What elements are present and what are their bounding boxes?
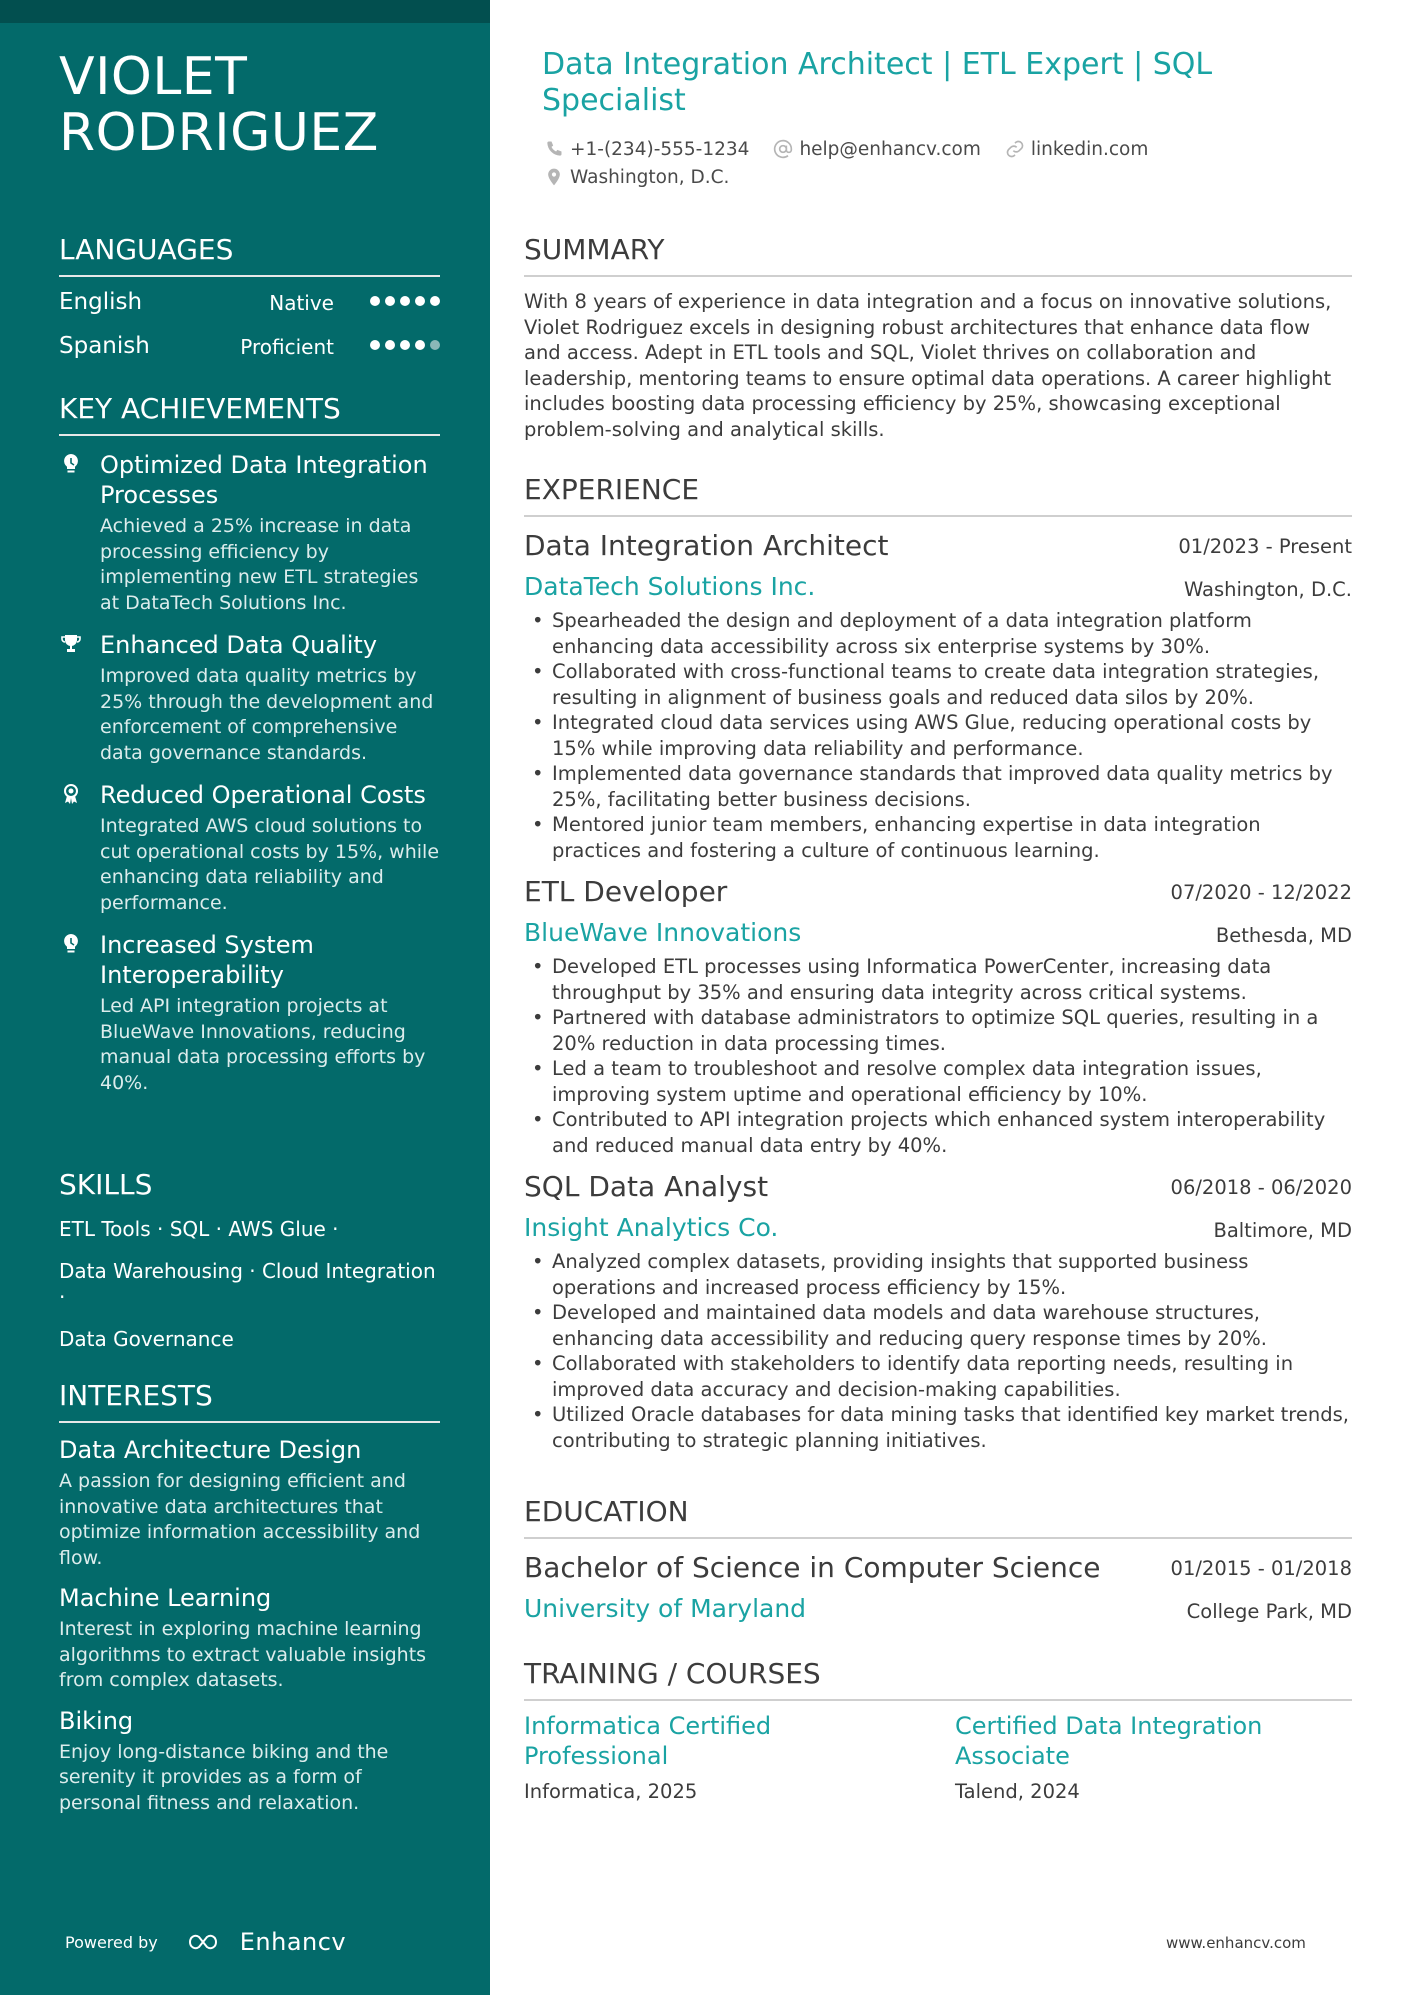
website-link[interactable]: www.enhancv.com xyxy=(1166,1934,1306,1952)
email-text: help@enhancv.com xyxy=(799,138,981,160)
phone-text: +1-(234)-555-1234 xyxy=(570,138,750,160)
achievements-section xyxy=(59,392,440,1096)
language-level: Proficient xyxy=(240,335,334,359)
achievement-title: Reduced Operational Costs xyxy=(100,781,426,809)
interest-description: Interest in exploring machine learning algorithms to extract valuable insights from complex datasets. xyxy=(59,1618,427,1691)
job-title: Data Integration Architect xyxy=(524,529,889,562)
skills-section xyxy=(59,1168,440,1352)
education-dates: 01/2015 - 01/2018 xyxy=(1170,1557,1352,1580)
rating-dot-filled xyxy=(430,296,440,306)
linkedin-contact[interactable] xyxy=(1005,139,1148,160)
language-level: Native xyxy=(269,291,334,315)
interest-description: A passion for designing efficient and innovative data architectures that optimize information accessibility and flow. xyxy=(59,1470,421,1569)
summary-heading: SUMMARY xyxy=(524,233,1352,277)
award-icon xyxy=(59,782,83,806)
job-dates: 07/2020 - 12/2022 xyxy=(1170,881,1352,904)
location-contact xyxy=(544,167,729,188)
course-item xyxy=(955,1711,1352,1805)
job-bullet: • Partnered with database administrators to optimize SQL queries, resulting in a 20% reduction in data processing times. xyxy=(524,1005,1352,1056)
job-bullet: • Collaborated with cross-functional teams to create data integration strategies, resulting in alignment of business goals and reduced data silos by 20%. xyxy=(524,659,1352,710)
school-name: University of Maryland xyxy=(524,1594,807,1623)
job-bullet: • Utilized Oracle databases for data mining tasks that identified key market trends, contributing to strategic planning initiatives. xyxy=(524,1402,1352,1453)
course-provider: Talend, 2024 xyxy=(955,1780,1080,1803)
language-name: English xyxy=(59,289,143,315)
summary-text: With 8 years of experience in data integration and a focus on innovative solutions, Violet Rodriguez excels in designing robust architectures that enhance data flow and access. Adept in ETL tools and SQL, Violet thrives on collaboration and leadership, mentoring teams to ensure optimal data operations. A career highlight includes boosting data processing efficiency by 25%, showcasing exceptional problem-solving and analytical skills. xyxy=(524,290,1332,441)
job-bullets xyxy=(524,954,1352,1158)
language-row xyxy=(59,321,440,365)
course-name: Certified Data Integration Associate xyxy=(955,1712,1263,1770)
job-dates: 01/2023 - Present xyxy=(1178,535,1352,558)
trophy-icon xyxy=(59,632,83,656)
degree-title: Bachelor of Science in Computer Science xyxy=(524,1551,1101,1584)
education-entry xyxy=(524,1551,1352,1624)
location-pin-icon xyxy=(544,167,564,187)
education-section xyxy=(524,1495,1352,1624)
experience-heading: EXPERIENCE xyxy=(524,473,1352,517)
at-sign-icon xyxy=(773,139,793,159)
languages-section xyxy=(59,233,440,365)
phone-icon xyxy=(544,139,564,159)
rating-dot-filled xyxy=(385,340,395,350)
job-title: SQL Data Analyst xyxy=(524,1170,769,1203)
powered-by-label: Powered by xyxy=(65,1932,158,1952)
location-text: Washington, D.C. xyxy=(570,166,730,188)
job-company: BlueWave Innovations xyxy=(524,918,802,947)
job-dates: 06/2018 - 06/2020 xyxy=(1170,1176,1352,1199)
job-bullet: • Implemented data governance standards that improved data quality metrics by 25%, facilitating better business decisions. xyxy=(524,761,1352,812)
rating-dot-empty xyxy=(430,340,440,350)
job-bullet: • Collaborated with stakeholders to identify data reporting needs, resulting in improved data accuracy and decision-making capabilities. xyxy=(524,1351,1352,1402)
rating-dot-filled xyxy=(370,296,380,306)
language-rating xyxy=(364,333,440,357)
course-provider: Informatica, 2025 xyxy=(524,1780,698,1803)
achievement-item xyxy=(59,630,440,766)
job-title: ETL Developer xyxy=(524,875,728,908)
achievement-title: Enhanced Data Quality xyxy=(100,631,378,659)
enhancv-logo-icon xyxy=(186,1930,232,1954)
language-rating xyxy=(364,289,440,313)
job-bullet: • Led a team to troubleshoot and resolve complex data integration issues, improving system uptime and operational efficiency by 10%. xyxy=(524,1056,1352,1107)
education-location: College Park, MD xyxy=(1186,1600,1352,1623)
rating-dot-filled xyxy=(415,296,425,306)
rating-dot-filled xyxy=(400,340,410,350)
job-bullet: • Integrated cloud data services using AWS Glue, reducing operational costs by 15% while improving data reliability and performance. xyxy=(524,710,1352,761)
course-item xyxy=(524,1711,921,1805)
job-entry xyxy=(524,529,1352,863)
email-contact[interactable] xyxy=(773,139,980,160)
rating-dot-filled xyxy=(385,296,395,306)
interest-title: Machine Learning xyxy=(59,1584,272,1612)
job-bullet: • Analyzed complex datasets, providing insights that supported business operations and increased process efficiency by 15%. xyxy=(524,1249,1352,1300)
job-entry xyxy=(524,1170,1352,1453)
job-location: Bethesda, MD xyxy=(1215,924,1352,947)
job-company: DataTech Solutions Inc. xyxy=(524,572,816,601)
job-bullets xyxy=(524,608,1352,863)
job-location: Baltimore, MD xyxy=(1213,1219,1352,1242)
link-icon xyxy=(1005,139,1025,159)
interest-title: Data Architecture Design xyxy=(59,1436,362,1464)
sidebar xyxy=(0,0,490,1995)
skills-line: ETL Tools · SQL · AWS Glue · xyxy=(59,1217,339,1241)
course-list xyxy=(524,1711,1352,1805)
job-bullet: • Mentored junior team members, enhancing expertise in data integration practices and fostering a culture of continuous learning. xyxy=(524,812,1352,863)
job-location: Washington, D.C. xyxy=(1183,578,1352,601)
interests-heading: INTERESTS xyxy=(59,1379,440,1423)
achievement-item xyxy=(59,930,440,1096)
job-bullets xyxy=(524,1249,1352,1453)
job-bullet: • Developed and maintained data models and data warehouse structures, enhancing data accessibility and reducing query response times by 20%. xyxy=(524,1300,1352,1351)
language-name: Spanish xyxy=(59,333,150,359)
interest-description: Enjoy long-distance biking and the serenity it provides as a form of personal fitness and relaxation. xyxy=(59,1740,389,1814)
achievement-description: Improved data quality metrics by 25% through the development and enforcement of comprehensive data governance standards. xyxy=(100,665,434,764)
lightbulb-icon xyxy=(59,452,83,476)
achievement-title: Increased System Interoperability xyxy=(100,931,314,989)
job-company: Insight Analytics Co. xyxy=(524,1213,779,1242)
experience-section xyxy=(524,473,1352,1453)
job-bullet: • Spearheaded the design and deployment of a data integration platform enhancing data accessibility across six enterprise systems by 30%. xyxy=(524,608,1352,659)
education-heading: EDUCATION xyxy=(524,1495,1352,1539)
training-heading: TRAINING / COURSES xyxy=(524,1657,1352,1701)
job-bullet: • Contributed to API integration projects which enhanced system interoperability and reduced manual data entry by 40%. xyxy=(524,1107,1352,1158)
achievement-title: Optimized Data Integration Processes xyxy=(100,451,428,509)
rating-dot-filled xyxy=(400,296,410,306)
contact-info xyxy=(544,135,1354,191)
summary-section xyxy=(524,233,1352,442)
achievement-item xyxy=(59,780,440,916)
job-entry xyxy=(524,875,1352,1158)
skills-line: Data Warehousing · Cloud Integration · xyxy=(59,1259,436,1309)
linkedin-text: linkedin.com xyxy=(1030,138,1149,160)
headline: Data Integration Architect | ETL Expert | SQL Specialist xyxy=(542,47,1213,118)
powered-by xyxy=(65,1928,346,1956)
job-bullet: • Developed ETL processes using Informatica PowerCenter, increasing data throughput by 35% and ensuring data integrity across critical systems. xyxy=(524,954,1352,1005)
interests-section xyxy=(59,1379,440,1816)
achievements-heading: KEY ACHIEVEMENTS xyxy=(59,392,440,436)
achievement-description: Integrated AWS cloud solutions to cut operational costs by 15%, while enhancing data reliability and performance. xyxy=(100,815,440,914)
interest-title: Biking xyxy=(59,1706,134,1735)
language-row xyxy=(59,277,440,321)
rating-dot-filled xyxy=(370,340,380,350)
rating-dot-filled xyxy=(415,340,425,350)
sidebar-top-bar xyxy=(0,0,490,23)
languages-heading: LANGUAGES xyxy=(59,233,440,277)
achievement-item xyxy=(59,450,440,616)
achievement-description: Achieved a 25% increase in data processing efficiency by implementing new ETL strategies at DataTech Solutions Inc. xyxy=(100,515,419,614)
training-section xyxy=(524,1657,1352,1805)
phone-contact[interactable] xyxy=(544,139,749,160)
skills-line: Data Governance xyxy=(59,1327,234,1351)
achievement-description: Led API integration projects at BlueWave Innovations, reducing manual data processing efforts by 40%. xyxy=(100,995,426,1094)
course-name: Informatica Certified Professional xyxy=(524,1712,772,1770)
brand-name: Enhancv xyxy=(239,1928,347,1956)
skills-heading: SKILLS xyxy=(59,1168,153,1201)
candidate-name: VIOLET RODRIGUEZ xyxy=(59,47,379,163)
lightbulb-icon xyxy=(59,932,83,956)
